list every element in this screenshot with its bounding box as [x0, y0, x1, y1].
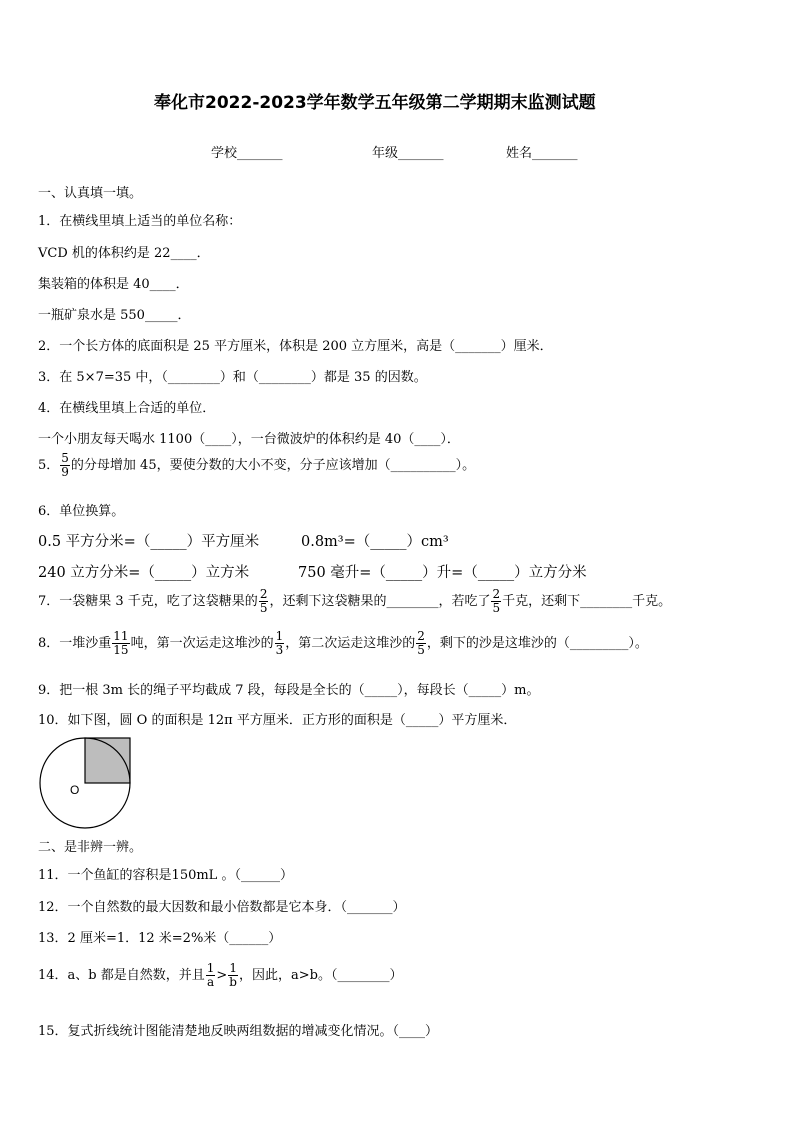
question-number: 5． — [38, 458, 60, 473]
fraction: $\frac{2}{5}$ — [492, 587, 501, 615]
fraction: $\frac{2}{5}$ — [417, 629, 425, 657]
question-1b: 集装箱的体积是 40____． — [38, 277, 189, 292]
fraction: $\frac{1}{a}$ — [206, 961, 215, 989]
question-1c: 一瓶矿泉水是 550_____． — [38, 308, 191, 323]
fraction: $\frac{5}{9}$ — [61, 451, 69, 479]
school-field: 学校_______ — [211, 146, 283, 161]
question-15: 15．复式折线统计图能清楚地反映两组数据的增减变化情况。（____） — [38, 1024, 439, 1039]
grade-field: 年级_______ — [372, 146, 444, 161]
fraction: $\frac{1}{b}$ — [229, 961, 237, 989]
question-3: 3．在 5×7=35 中，（________）和（________）都是 35 的因数。 — [38, 370, 427, 385]
section-heading-2: 二、是非辨一辨。 — [38, 840, 143, 855]
question-6-row1a: 0.5 平方分米=（_____）平方厘米 — [38, 534, 260, 550]
name-field: 姓名_______ — [506, 146, 578, 161]
center-label: O — [70, 783, 80, 797]
question-text: 的分母增加 45，要使分数的大小不变，分子应该增加（__________）。 — [70, 458, 476, 473]
section-heading-1: 一、认真填一填。 — [38, 186, 143, 201]
question-7: 7．一袋糖果 3 千克，吃了这袋糖果的 $\frac{2}{5}$ ，还剩下这袋糖果的________，若吃了 $\frac{2}{5}$ 千克，还剩下________千克。 — [38, 587, 672, 615]
shaded-square — [85, 738, 130, 783]
question-8: 8．一堆沙重 $\frac{11}{15}$ 吨，第一次运走这堆沙的 $\frac{1}{3}$ ，第二次运走这堆沙的 $\frac{2}{5}$ ，剩下的沙是这堆沙的（_________）。 — [38, 629, 648, 657]
question-4: 4．在横线里填上合适的单位． — [38, 401, 216, 416]
question-6-row1b: 0.8m³=（_____）cm³ — [301, 534, 449, 550]
circle-square-figure — [38, 736, 138, 832]
question-1a: VCD 机的体积约是 22____． — [38, 246, 210, 261]
question-14: 14．a、b 都是自然数，并且 $\frac{1}{a}$ > $\frac{1}{b}$ ，因此，a>b。（________） — [38, 961, 403, 989]
question-6: 6．单位换算。 — [38, 504, 125, 519]
question-10: 10．如下图，圆 O 的面积是 12π 平方厘米．正方形的面积是（_____）平方厘米． — [38, 713, 517, 728]
question-11: 11．一个鱼缸的容积是150mL 。（______） — [38, 868, 293, 883]
page-title: 奉化市2022-2023学年数学五年级第二学期期末监测试题 — [154, 93, 596, 113]
question-6-row2a: 240 立方分米=（_____）立方米 — [38, 565, 250, 581]
fraction: $\frac{2}{5}$ — [259, 587, 268, 615]
question-4a: 一个小朋友每天喝水 1100（____），一台微波炉的体积约是 40（____）． — [38, 432, 460, 447]
question-6-row2b: 750 毫升=（_____）升=（_____）立方分米 — [298, 565, 587, 581]
question-2: 2．一个长方体的底面积是 25 平方厘米，体积是 200 立方厘米，高是（_______）厘米． — [38, 339, 553, 354]
question-1: 1．在横线里填上适当的单位名称： — [38, 214, 242, 229]
question-5 — [38, 452, 475, 479]
question-9: 9．把一根 3m 长的绳子平均截成 7 段，每段是全长的（_____），每段长（_____）m。 — [38, 683, 540, 698]
fraction: $\frac{1}{3}$ — [275, 629, 284, 657]
fraction: $\frac{11}{15}$ — [113, 629, 129, 657]
question-12: 12．一个自然数的最大因数和最小倍数都是它本身．（_______） — [38, 900, 406, 915]
question-13: 13．2 厘米=1．12 米=2%米（______） — [38, 931, 282, 946]
